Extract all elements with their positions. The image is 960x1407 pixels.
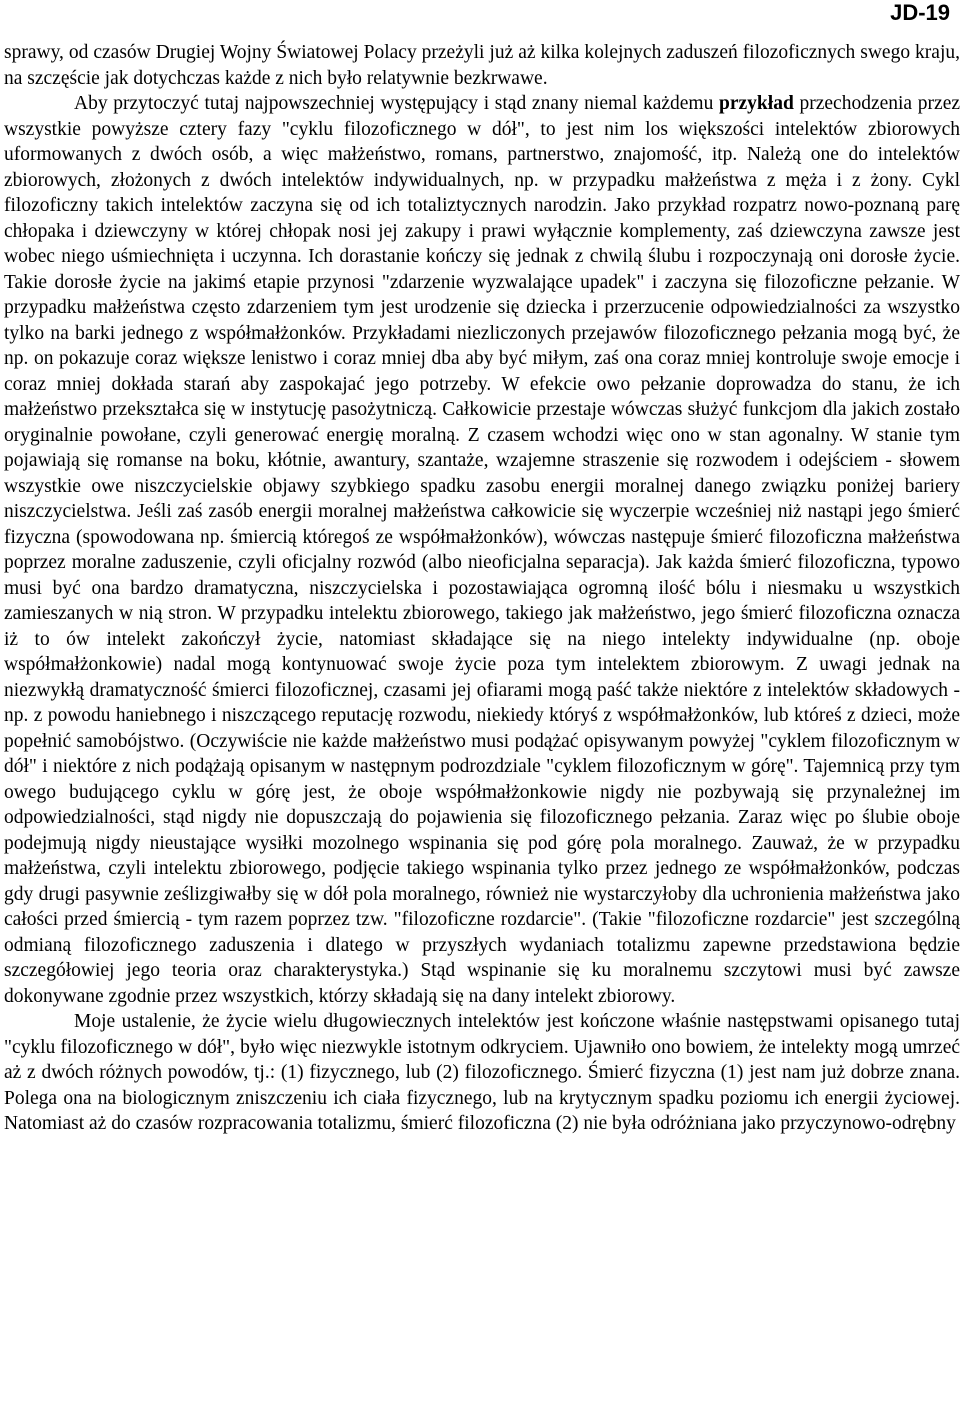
paragraph-body-text: przechodzenia przez wszystkie powyższe cztery fazy "cyklu filozoficznego w dół", to jest nim los większości intelektów zbiorowych uformowanych z dwóch osób, a więc małżeństwo, romans, partnerstwo, znajomość, itp. Należą one do intelektów zbiorowych, złożonych z dwóch intelektów indywidualnych, np. w przypadku małżeństwa z męża i z żony. Cykl filozoficzny takich intelektów zaczyna się od ich totaliztycznych narodzin. Jako przykład rozpatrz nowo-poznaną parę chłopaka i dziewczyny w której chłopak nosi jej zakupy i prawi wyłącznie komplementy, zaś dziewczyna zawsze jest wobec niego uśmiechnięta i uczynna. Ich dorastanie kończy się jednak z chwilą ślubu i rozpoczynają oni dorosłe życie. Takie dorosłe życie na jakimś etapie przynosi "zdarzenie wyzwalające upadek" i zaczyna się filozoficzne pełzanie. W przypadku małżeństwa często zdarzeniem tym jest urodzenie się dziecka i przerzucenie odpowiedzialności za wszystko tylko na barki jednego z współmałżonków. Przykładami niezliczonych przejawów filozoficznego pełzania mogą być, że np. on pokazuje coraz większe lenistwo i coraz mniej dba aby być miłym, zaś ona coraz mniej kontroluje swoje emocje i coraz mniej dokłada starań aby zaspokajać jego potrzeby. W efekcie owo pełzanie doprowadza do stanu, że ich małżeństwo przekształca się w instytucję pasożytniczą. Całkowicie przestaje wówczas służyć funkcjom dla jakich zostało oryginalnie powołane, czyli generować energię moralną. Z czasem wchodzi więc ono w stan agonalny. W stanie tym pojawiają się romanse na boku, kłótnie, awantury, szantaże, wzajemne straszenie się rozwodem i odejściem - słowem wszystkie owe niszczycielskie objawy szybkiego spadku zasobu energii moralnej danego związku poniżej bariery niszczycielstwa. Jeśli zaś zasób energii moralnej małżeństwa całkowicie się wyczerpie wcześniej niż nastąpi jego śmierć fizyczna (spowodowana np. śmiercią któregoś ze współmałżonków), wówczas następuje śmierć filozoficzna małżeństwa poprzez moralne zaduszenie, czyli oficjalny rozwód (albo nieoficjalna separacja). Jak każda śmierć filozoficzna, typowo musi być ona bardzo dramatyczna, niszczycielska i pozostawiająca ogromną ilość bólu i niesmaku u wszystkich zamieszanych w nią stron. W przypadku intelektu zbiorowego, takiego jak małżeństwo, jego śmierć filozoficzna oznacza iż to ów intelekt zakończył życie, natomiast składające się na niego intelekty indywidualne (np. oboje współmałżonkowie) nadal mogą kontynuować swoje życie poza tym intelektem zbiorowym. Z uwagi jednak na niezwykłą dramatyczność śmierci filozoficznej, czasami jej ofiarami mogą paść także niektóre z intelektów składowych - np. z powodu haniebnego i niszczącego reputację rozwodu, niekiedy któryś z współmałżonków, lub któreś z dzieci, może popełnić samobójstwo. (Oczywiście nie każde małżeństwo musi podążać opisywanym powyżej "cyklem filozoficznym w dół" i niektóre z nich podążają opisanym w następnym podrozdziale "cyklem filozoficznym w górę". Tajemnicą przy tym owego budującego cyklu w górę jest, że oboje współmałżonkowie nigdy nie pozbywają się przynależnej im odpowiedzialności, stąd nigdy nie dopuszczają do pojawienia się filozoficznego pełzania. Zaraz więc po ślubie oboje podejmują nigdy nieustające wysiłki mozolnego wspinania się pod górę pola moralnego. Zauważ, że w przypadku małżeństwa, czyli intelektu zbiorowego, podjęcie takiego wspinania tylko przez jednego ze współmałżonków, podczas gdy drugi pasywnie ześlizgiwałby się w dół pola moralnego, również nie wystarczyłoby dla uchronienia małżeństwa jako całości przed śmiercią - tym razem poprzez tzw. "filozoficzne rozdarcie". (Takie "filozoficzne rozdarcie" jest szczególną odmianą filozoficznego zaduszenia i dlatego w przyszłych wydaniach totalizmu zapewne przedstawiona będzie szczegółowiej jego teoria oraz charakterystyka.) Stąd wspinanie się ku moralnemu szczytowi musi być zawsze dokonywane zgodnie przez wszystkich, którzy składają się na dany intelekt zbiorowy. <box>4 93 960 1007</box>
bold-term: przykład <box>719 93 794 114</box>
paragraph-lead-text: Aby przytoczyć tutaj najpowszechniej występujący i stąd znany niemal każdemu <box>74 93 714 114</box>
page-identifier: JD-19 <box>890 0 950 25</box>
paragraph-findings: Moje ustalenie, że życie wielu długowiecznych intelektów jest kończone właśnie następstwami opisanego tutaj "cyklu filozoficznego w dół", było więc niezwykle istotnym odkryciem. Ujawniło ono bowiem, że intelekty mogą umrzeć aż z dwóch różnych powodów, tj.: (1) fizycznego, lub (2) filozoficznego. Śmierć fizyczna (1) jest nam już dobrze znana. Polega ona na biologicznym zniszczeniu ich ciała fizycznego, lub na krytycznym spadku poziomu ich energii życiowej. Natomiast aż do czasów rozpracowania totalizmu, śmierć filozoficzna (2) nie była odróżniana jako przyczynowo-odrębny <box>4 1011 960 1134</box>
document-body <box>4 40 960 1137</box>
paragraph-marriage-example <box>4 91 960 1009</box>
paragraph-continuation: sprawy, od czasów Drugiej Wojny Światowej Polacy przeżyli już aż kilka kolejnych zaduszeń filozoficznych swego kraju, na szczęście jak dotychczas każde z nich było relatywnie bezkrwawe. <box>4 42 960 89</box>
